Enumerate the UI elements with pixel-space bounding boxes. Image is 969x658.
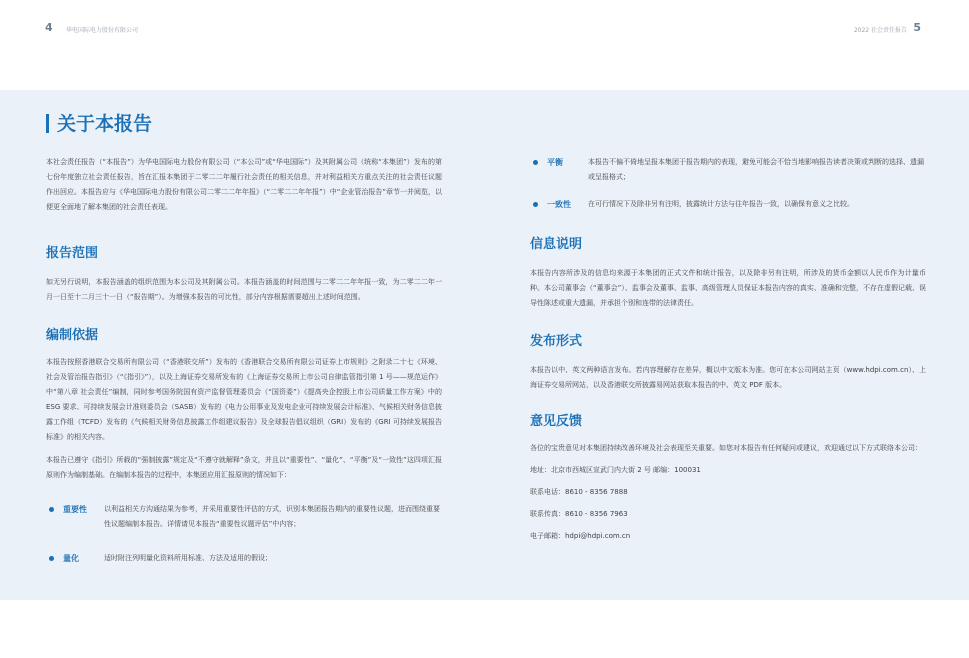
page-footer xyxy=(0,600,969,658)
release-paragraph: 本报告以中、英文两种语言发布。若内容理解存在差异，概以中文版本为准。您可在本公司网站主页（www.hdpi.com.cn）、上海证券交易所网站，以及香港联交所披露易网站获取本报告的中、英文 PDF 版本。 xyxy=(530,366,926,389)
principle-text: 在可行情况下及除非另有注明，披露统计方法与往年报告一致，以确保有意义之比较。 xyxy=(588,200,854,208)
scope-heading: 报告范围 xyxy=(46,246,99,261)
principle-name: 量化 xyxy=(63,554,79,563)
principle-materiality xyxy=(46,502,442,532)
bullet-dot-icon xyxy=(533,160,538,165)
contact-email: 电子邮箱：hdpi@hdpi.com.cn xyxy=(530,532,631,540)
principle-consistency xyxy=(530,197,926,212)
page-number-right: 5 xyxy=(913,21,921,34)
basis-paragraph-2: 本报告已遵守《指引》所载的“强制披露”规定及“不遵守就解释”条文，并且以“重要性”、“量化”、“平衡”及“一致性”这四项汇报原则作为编制基础。在编制本报告的过程中，本集团应用汇报原则的情况如下： xyxy=(46,456,442,479)
principle-text: 本报告不偏不倚地呈报本集团于报告期内的表现，避免可能会不恰当地影响报告读者决策或判断的选择、遗漏或呈报格式； xyxy=(588,158,924,181)
feedback-heading: 意见反馈 xyxy=(530,414,583,429)
page-header xyxy=(0,0,969,90)
right-column xyxy=(530,155,926,544)
bullet-dot-icon xyxy=(49,507,54,512)
principle-text: 适时附注列明量化资料所用标准、方法及适用的假设； xyxy=(104,554,272,562)
bullet-dot-icon xyxy=(533,202,538,207)
info-paragraph: 本报告内容所涉及的信息均来源于本集团的正式文件和统计报告，以及除非另有注明，所涉及的货币金额以人民币作为计量币种。本公司董事会（“董事会”）、监事会及董事、监事、高级管理人员保证本报告内容的真实、准确和完整，不存在虚假记载、误导性陈述或重大遗漏，并承担个别和连带的法律责任。 xyxy=(530,269,926,307)
bullet-dot-icon xyxy=(49,556,54,561)
principle-name: 一致性 xyxy=(547,200,571,209)
principle-name: 重要性 xyxy=(63,505,87,514)
principle-balance xyxy=(530,155,926,185)
principle-text: 以利益相关方沟通结果为参考，并采用重要性评估的方式，识别本集团报告期内的重要性议题，进而围绕重要性议题编制本报告。详情请见本报告“重要性议题评估”中内容； xyxy=(104,505,440,528)
principle-name: 平衡 xyxy=(547,158,563,167)
basis-paragraph-1: 本报告按照香港联合交易所有限公司（“香港联交所”）发布的《香港联合交易所有限公司证券上市规则》之附录二十七《环境、社会及管治报告指引》（“《指引》”），以及上海证券交易所发布的《上海证券交易所上市公司自律监管指引第 1 号——规范运作》中“第八章 社会责任”编制，同时参考国务院国有资产监督管理委员会（“国资委”）《提高央企控股上市公司质量工作方案》中的 ESG 要求、可持续发展会计准则委员会（SASB）发布的《电力公用事业及发电企业可持续发展会计标准》、气候相关财务信息披露工作组（TCFD）发布的《气候相关财务信息披露工作组建议报告》及全球报告倡议组织（GRI）发布的《GRI 可持续发展报告标准》的相关内容。 xyxy=(46,358,442,441)
info-heading: 信息说明 xyxy=(530,237,583,252)
feedback-paragraph: 各位的宝贵意见对本集团持续改善环境及社会表现至关重要。如您对本报告有任何疑问或建议，欢迎通过以下方式联络本公司： xyxy=(530,444,922,452)
principle-quantitative xyxy=(46,551,442,566)
basis-heading: 编制依据 xyxy=(46,328,99,343)
release-heading: 发布形式 xyxy=(530,334,583,349)
page-number-left: 4 xyxy=(45,21,53,34)
scope-paragraph: 如无另行说明，本报告涵盖的组织范围为本公司及其附属公司。本报告涵盖的时间范围与二零二二年年报一致，为二零二二年一月一日至十二月三十一日（“报告期”）。为增强本报告的可比性，部分内容根据需要超出上述时间范围。 xyxy=(46,278,442,301)
contact-fax: 联系传真：8610 - 8356 7963 xyxy=(530,510,628,518)
report-title: 2022 社会责任报告 xyxy=(853,27,907,34)
intro-paragraph: 本社会责任报告（“本报告”）为华电国际电力股份有限公司（“本公司”或“华电国际”）及其附属公司（统称“本集团”）发布的第七份年度独立社会责任报告，旨在汇报本集团于二零二二年履行社会责任的相关信息，并对利益相关方重点关注的社会责任议题作出回应。本报告应与《华电国际电力股份有限公司二零二二年年报》（“二零二二年年报”）中“企业管治报告”章节一并阅览，以便更全面地了解本集团的社会责任表现。 xyxy=(46,158,443,211)
contact-phone: 联系电话：8610 - 8356 7888 xyxy=(530,488,628,496)
page-title-text: 关于本报告 xyxy=(57,113,153,135)
contact-address: 地址：北京市西城区宣武门内大街 2 号 邮编：100031 xyxy=(530,466,701,474)
page-title xyxy=(46,112,152,136)
company-name: 华电国际电力股份有限公司 xyxy=(66,27,139,34)
left-column xyxy=(46,155,442,566)
title-accent-bar xyxy=(46,114,49,133)
